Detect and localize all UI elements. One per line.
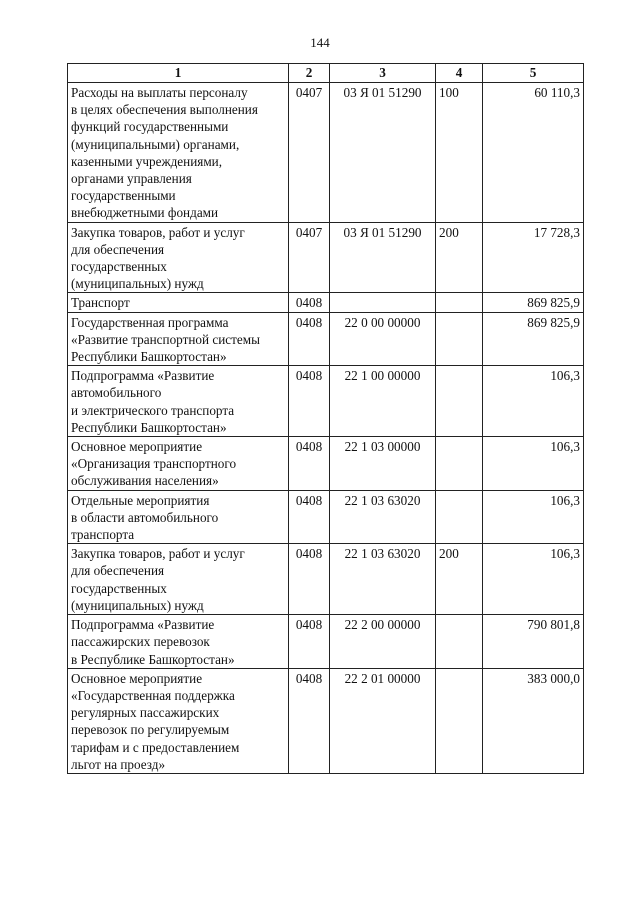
row-name: Основное мероприятие «Государственная поддержка регулярных пассажирских перевозок по регулируемым тарифам и с предоставлением льгот на проезд» (68, 668, 289, 773)
table-row (68, 437, 584, 491)
row-section: 0407 (289, 222, 330, 293)
row-amount: 106,3 (483, 490, 584, 544)
row-section: 0408 (289, 312, 330, 366)
row-type: 200 (436, 544, 483, 615)
row-code: 03 Я 01 51290 (330, 83, 436, 223)
row-type: 100 (436, 83, 483, 223)
row-type (436, 312, 483, 366)
row-code: 22 1 03 00000 (330, 437, 436, 491)
row-amount: 869 825,9 (483, 293, 584, 312)
row-section: 0408 (289, 544, 330, 615)
row-code: 22 2 01 00000 (330, 668, 436, 773)
row-amount: 106,3 (483, 544, 584, 615)
row-type: 200 (436, 222, 483, 293)
row-name: Закупка товаров, работ и услуг для обеспечения государственных (муниципальных) нужд (68, 544, 289, 615)
row-code: 03 Я 01 51290 (330, 222, 436, 293)
row-name: Транспорт (68, 293, 289, 312)
row-type (436, 615, 483, 669)
table-row (68, 668, 584, 773)
row-name: Государственная программа «Развитие транспортной системы Республики Башкортостан» (68, 312, 289, 366)
table-row (68, 366, 584, 437)
row-section: 0408 (289, 366, 330, 437)
row-code: 22 0 00 00000 (330, 312, 436, 366)
table-header-row (68, 64, 584, 83)
budget-table (67, 63, 584, 774)
row-type (436, 437, 483, 491)
row-amount: 383 000,0 (483, 668, 584, 773)
row-section: 0408 (289, 615, 330, 669)
row-code: 22 1 03 63020 (330, 490, 436, 544)
row-type (436, 366, 483, 437)
row-code: 22 1 03 63020 (330, 544, 436, 615)
table-row (68, 312, 584, 366)
column-header-4: 4 (436, 64, 483, 83)
row-name: Основное мероприятие «Организация транспортного обслуживания населения» (68, 437, 289, 491)
row-amount: 106,3 (483, 366, 584, 437)
row-amount: 106,3 (483, 437, 584, 491)
row-code: 22 2 00 00000 (330, 615, 436, 669)
table-row (68, 83, 584, 223)
row-code (330, 293, 436, 312)
row-name: Закупка товаров, работ и услуг для обеспечения государственных (муниципальных) нужд (68, 222, 289, 293)
table-row (68, 222, 584, 293)
row-name: Отдельные мероприятия в области автомобильного транспорта (68, 490, 289, 544)
column-header-2: 2 (289, 64, 330, 83)
row-code: 22 1 00 00000 (330, 366, 436, 437)
column-header-3: 3 (330, 64, 436, 83)
table-row (68, 615, 584, 669)
row-amount: 60 110,3 (483, 83, 584, 223)
row-type (436, 490, 483, 544)
row-section: 0408 (289, 668, 330, 773)
row-amount: 790 801,8 (483, 615, 584, 669)
row-type (436, 293, 483, 312)
column-header-5: 5 (483, 64, 584, 83)
row-amount: 869 825,9 (483, 312, 584, 366)
row-section: 0408 (289, 437, 330, 491)
row-section: 0408 (289, 293, 330, 312)
page-number: 144 (310, 35, 330, 50)
row-section: 0408 (289, 490, 330, 544)
row-name: Подпрограмма «Развитие автомобильного и электрического транспорта Республики Башкортостан» (68, 366, 289, 437)
row-amount: 17 728,3 (483, 222, 584, 293)
row-section: 0407 (289, 83, 330, 223)
row-name: Подпрограмма «Развитие пассажирских перевозок в Республике Башкортостан» (68, 615, 289, 669)
table-row (68, 490, 584, 544)
row-type (436, 668, 483, 773)
row-name: Расходы на выплаты персоналу в целях обеспечения выполнения функций государственными (муниципальными) органами, казенными учреждениями, органами управления государственными внебюджетными фондами (68, 83, 289, 223)
table-row (68, 544, 584, 615)
table-row (68, 293, 584, 312)
column-header-1: 1 (68, 64, 289, 83)
